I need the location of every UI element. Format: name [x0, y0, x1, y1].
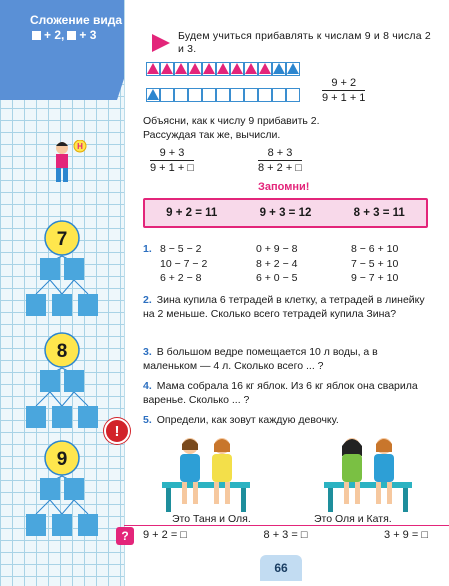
- pink-triangle-icon: [189, 63, 201, 74]
- girls-on-bench-illustration-2: [320, 434, 416, 514]
- task-5: 5. Определи, как зовут каждую девочку.: [143, 414, 339, 426]
- triangle-cell: [160, 62, 174, 76]
- girls-on-bench-illustration-1: [158, 434, 254, 514]
- triangle-cell: [216, 62, 230, 76]
- caption-2: Это Оля и Катя.: [314, 513, 392, 525]
- pink-triangle-icon: [203, 63, 215, 74]
- task-1-expressions: 8 − 5 − 2 0 + 9 − 8 8 − 6 + 10 10 − 7 − 2 8 + 2 − 4 7 − 5 + 10 6 + 2 − 8 6 + 0 − 5 9 − 7 + 10: [160, 243, 399, 284]
- blue-triangle-icon: [287, 63, 299, 74]
- rule-2: 9 + 3 = 12: [259, 207, 312, 219]
- triangle-cell: [146, 88, 160, 102]
- divider-line: [124, 525, 449, 526]
- triangle-row-2: [146, 88, 300, 102]
- triangle-cell: [272, 62, 286, 76]
- triangle-cell: [286, 62, 300, 76]
- page-number: 66: [260, 555, 302, 581]
- rule-box: [143, 198, 428, 228]
- pink-triangle-icon: [175, 63, 187, 74]
- number-tree-8: [22, 330, 102, 440]
- pink-triangle-icon: [259, 63, 271, 74]
- triangle-cell: [174, 62, 188, 76]
- triangle-row-1: [146, 62, 300, 76]
- explain-text: Объясни, как к числу 9 прибавить 2. Рассуждая так же, вычисли.: [143, 115, 320, 141]
- triangle-cell: [286, 88, 300, 102]
- tree-root-9: 9: [56, 449, 68, 470]
- task-1-number: 1.: [143, 243, 152, 255]
- triangle-cell: [174, 88, 188, 102]
- triangle-cell: [146, 62, 160, 76]
- pink-triangle-icon: [245, 63, 257, 74]
- pink-triangle-icon: [217, 63, 229, 74]
- number-tree-9: [22, 438, 102, 548]
- triangle-cell: [160, 88, 174, 102]
- pink-triangle-icon: [161, 63, 173, 74]
- lesson-subtitle: + 2, + 3: [32, 28, 96, 42]
- blue-triangle-icon: [147, 89, 159, 100]
- tree-root-7: 7: [56, 229, 68, 250]
- caption-1: Это Таня и Оля.: [172, 513, 251, 525]
- number-tree-7: [22, 218, 102, 328]
- exclamation-icon: !: [104, 418, 130, 444]
- triangle-cell: [188, 62, 202, 76]
- fraction-1: $\frac{9 + 3}{9 + 1 + □}$: [150, 147, 194, 174]
- triangle-cell: [230, 88, 244, 102]
- mascot-badge: Н: [77, 142, 83, 151]
- intro-text: Будем учиться прибавлять к числам 9 и 8 числа 2 и 3.: [178, 30, 431, 55]
- triangle-cell: [244, 88, 258, 102]
- triangle-cell: [258, 62, 272, 76]
- triangle-cell: [244, 62, 258, 76]
- mascot-illustration: [46, 140, 96, 186]
- triangle-cell: [188, 88, 202, 102]
- blank-square-icon: [32, 31, 41, 40]
- blue-triangle-icon: [273, 63, 285, 74]
- tree-root-8: 8: [56, 341, 68, 362]
- rule-1: 9 + 2 = 11: [166, 207, 218, 219]
- blank-square-icon: [67, 31, 76, 40]
- question-badge: ?: [116, 527, 134, 545]
- task-4: 4. Мама собрала 16 кг яблок. Из 6 кг яблок она сварила варенье. Сколько ... ?: [143, 380, 418, 406]
- pink-triangle-icon: [147, 63, 159, 74]
- pointer-triangle-icon: [152, 34, 170, 52]
- triangle-cell: [216, 88, 230, 102]
- remember-label: Запомни!: [258, 181, 310, 193]
- rule-3: 8 + 3 = 11: [353, 207, 405, 219]
- bottom-expressions: 9 + 2 = □ 8 + 3 = □ 3 + 9 = □: [143, 529, 428, 541]
- fraction-2: $\frac{8 + 3}{8 + 2 + □}$: [258, 147, 302, 174]
- example-fraction: $\frac{9 + 2}{9 + 1 + 1}$: [322, 77, 366, 104]
- triangle-cell: [202, 88, 216, 102]
- triangle-cell: [202, 62, 216, 76]
- lesson-title: Сложение вида: [30, 13, 123, 27]
- triangle-cell: [258, 88, 272, 102]
- task-3: 3. В большом ведре помещается 10 л воды, а в маленьком — 4 л. Сколько всего ... ?: [143, 346, 378, 372]
- task-2: 2. Зина купила 6 тетрадей в клетку, а тетрадей в линейку на 2 меньше. Сколько всего тетрадей купила Зина?: [143, 294, 425, 320]
- triangle-cell: [230, 62, 244, 76]
- triangle-cell: [272, 88, 286, 102]
- pink-triangle-icon: [231, 63, 243, 74]
